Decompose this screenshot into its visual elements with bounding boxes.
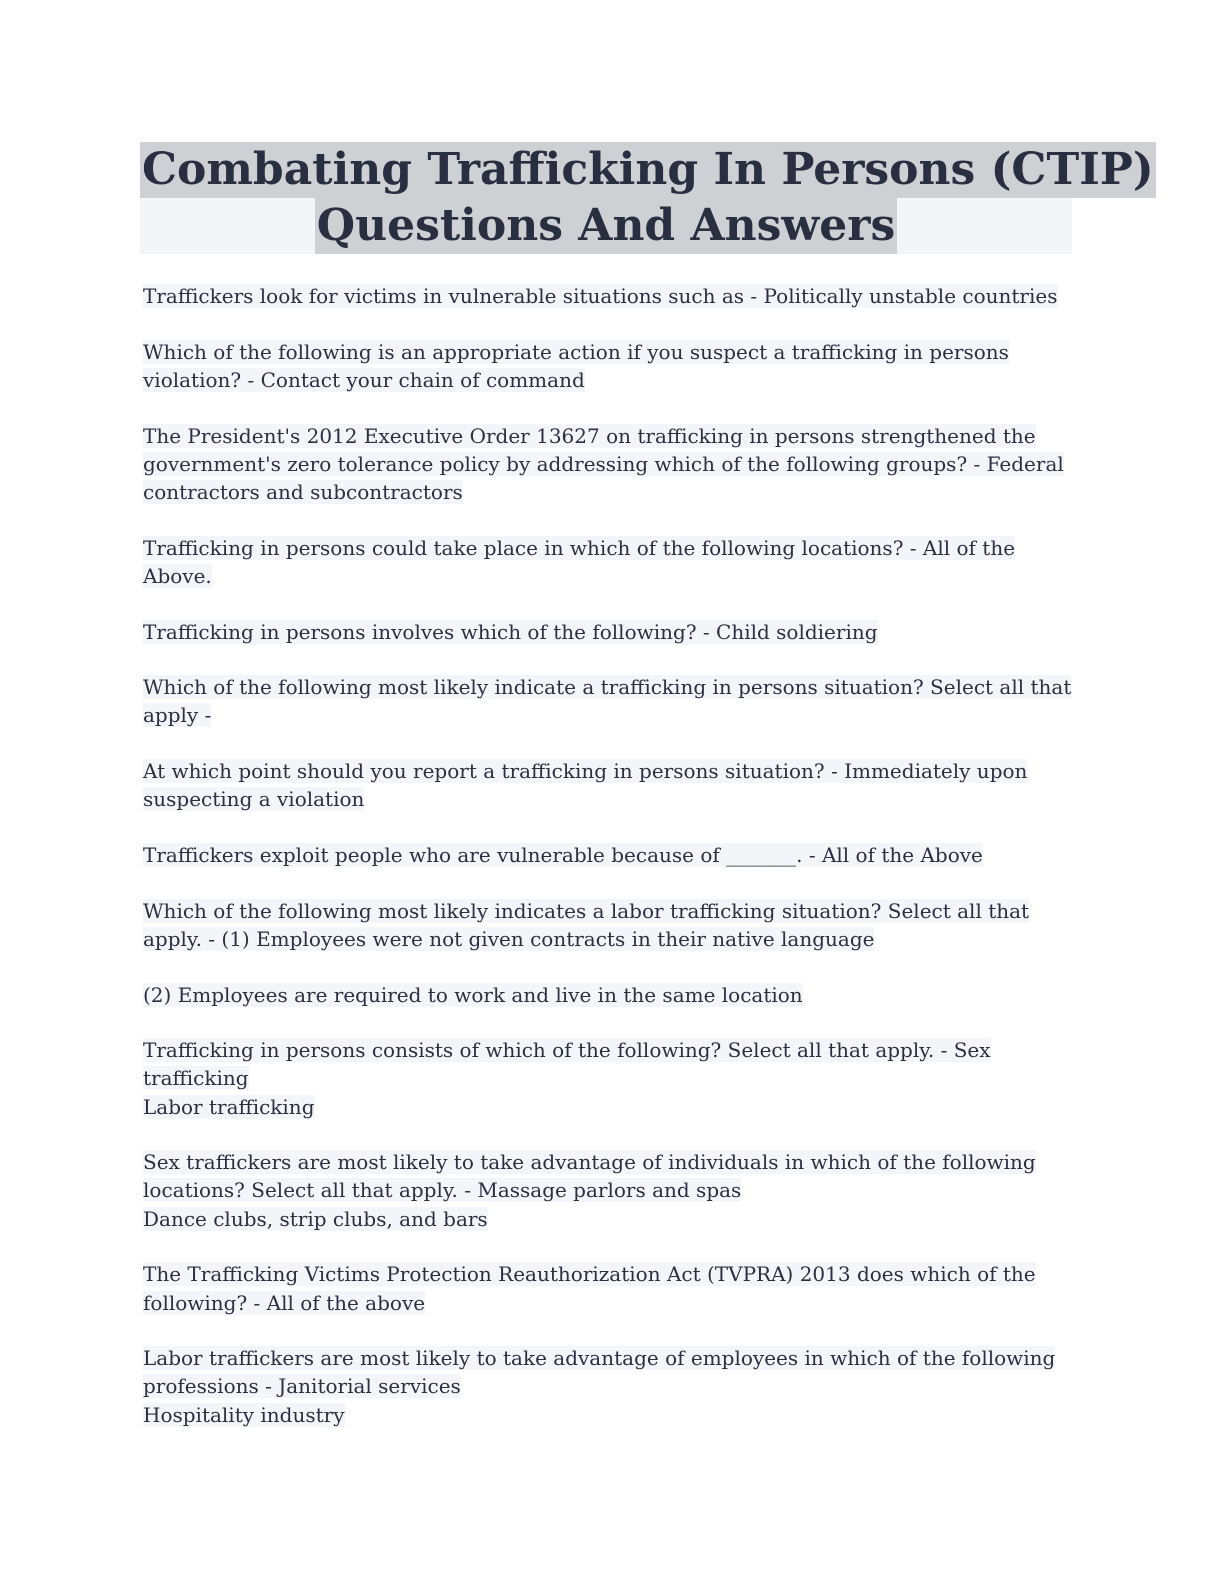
qa-line: Above. xyxy=(143,563,212,588)
qa-line-row xyxy=(143,925,1073,953)
qa-item xyxy=(143,338,1073,394)
qa-line-row xyxy=(143,673,1073,701)
qa-item xyxy=(143,282,1073,310)
qa-line-row xyxy=(143,562,1073,590)
qa-line: locations? Select all that apply. - Massage parlors and spas xyxy=(143,1178,742,1203)
qa-line-row xyxy=(143,1401,1073,1429)
qa-line-row xyxy=(143,1260,1073,1288)
qa-line-row xyxy=(143,1064,1073,1092)
qa-line-row xyxy=(143,1289,1073,1317)
qa-line-row xyxy=(143,1344,1073,1372)
qa-line: Labor traffickers are most likely to take advantage of employees in which of the following xyxy=(143,1346,1056,1371)
qa-line: apply. - (1) Employees were not given contracts in their native language xyxy=(143,926,875,951)
qa-item xyxy=(143,1344,1073,1429)
qa-line-row xyxy=(143,757,1073,785)
qa-line: contractors and subcontractors xyxy=(143,479,463,504)
qa-line: The President's 2012 Executive Order 13627 on trafficking in persons strengthened the xyxy=(143,423,1036,448)
qa-line-row xyxy=(143,1093,1073,1121)
qa-line: professions - Janitorial services xyxy=(143,1374,461,1399)
qa-line: Hospitality industry xyxy=(143,1402,345,1427)
qa-line: apply - xyxy=(143,703,212,728)
qa-line-row xyxy=(143,450,1073,478)
qa-line-row xyxy=(143,1036,1073,1064)
qa-line: Which of the following is an appropriate action if you suspect a trafficking in persons xyxy=(143,339,1009,364)
qa-line: The Trafficking Victims Protection Reauthorization Act (TVPRA) 2013 does which of the xyxy=(143,1262,1036,1287)
qa-line: Which of the following most likely indicates a labor trafficking situation? Select all that xyxy=(143,898,1030,923)
qa-line-row xyxy=(143,282,1073,310)
qa-line: following? - All of the above xyxy=(143,1290,426,1315)
qa-line-row xyxy=(143,422,1073,450)
qa-line-row xyxy=(143,897,1073,925)
qa-item xyxy=(143,1148,1073,1233)
qa-line: trafficking xyxy=(143,1066,249,1091)
qa-line-row xyxy=(143,338,1073,366)
qa-item xyxy=(143,757,1073,813)
qa-line-row xyxy=(143,981,1073,1009)
qa-line-row xyxy=(143,1176,1073,1204)
qa-item xyxy=(143,618,1073,646)
qa-item xyxy=(143,981,1073,1009)
qa-item xyxy=(143,897,1073,953)
qa-line: (2) Employees are required to work and live in the same location xyxy=(143,982,803,1007)
qa-item xyxy=(143,1036,1073,1121)
qa-line-row xyxy=(143,618,1073,646)
qa-line-row xyxy=(143,534,1073,562)
qa-line: violation? - Contact your chain of command xyxy=(143,367,585,392)
qa-line: suspecting a violation xyxy=(143,787,365,812)
qa-line: government's zero tolerance policy by addressing which of the following groups? - Federal xyxy=(143,451,1064,476)
qa-line-row xyxy=(143,1148,1073,1176)
qa-item xyxy=(143,673,1073,729)
qa-line-row xyxy=(143,841,1073,869)
qa-line: At which point should you report a trafficking in persons situation? - Immediately upon xyxy=(143,759,1028,784)
qa-list xyxy=(143,282,1073,1456)
qa-line: Trafficking in persons involves which of the following? - Child soldiering xyxy=(143,619,878,644)
qa-line: Traffickers look for victims in vulnerable situations such as - Politically unstable countries xyxy=(143,284,1058,308)
qa-line: Which of the following most likely indicate a trafficking in persons situation? Select all that xyxy=(143,675,1072,700)
document-title-line-2: Questions And Answers xyxy=(315,198,898,254)
document-title-block xyxy=(140,142,1154,254)
qa-line-row xyxy=(143,478,1073,506)
qa-line: Labor trafficking xyxy=(143,1094,315,1119)
document-title-line-1: Combating Trafficking In Persons (CTIP) xyxy=(140,142,1156,198)
qa-line-row xyxy=(143,785,1073,813)
qa-line: Trafficking in persons could take place in which of the following locations? - All of the xyxy=(143,535,1016,560)
qa-line: Sex traffickers are most likely to take advantage of individuals in which of the following xyxy=(143,1150,1036,1175)
qa-item xyxy=(143,534,1073,590)
qa-item xyxy=(143,841,1073,869)
qa-line-row xyxy=(143,366,1073,394)
qa-item xyxy=(143,1260,1073,1316)
qa-line-row xyxy=(143,1372,1073,1400)
qa-item xyxy=(143,422,1073,507)
qa-line-row xyxy=(143,701,1073,729)
qa-line: Traffickers exploit people who are vulnerable because of _______. - All of the Above xyxy=(143,842,983,867)
qa-line: Trafficking in persons consists of which of the following? Select all that apply. - Sex xyxy=(143,1038,991,1063)
qa-line: Dance clubs, strip clubs, and bars xyxy=(143,1206,488,1231)
qa-line-row xyxy=(143,1205,1073,1233)
